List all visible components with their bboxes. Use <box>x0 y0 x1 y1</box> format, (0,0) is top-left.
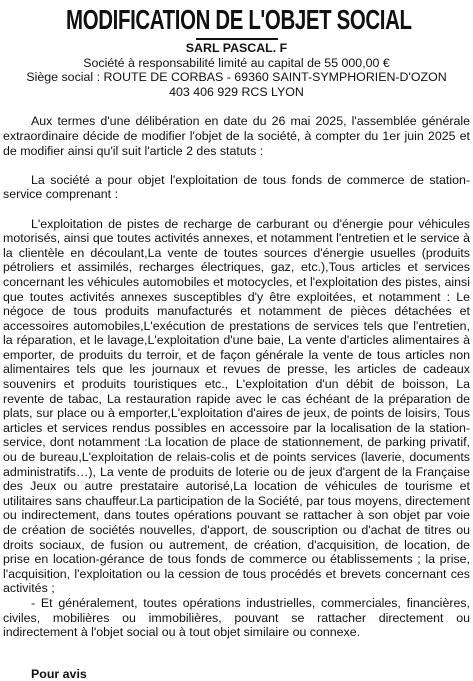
registered-office: Siège social : ROUTE DE CORBAS - 69360 SAINT-SYMPHORIEN-D'OZON <box>26 70 447 85</box>
company-name: SARL PASCAL. F <box>185 41 288 55</box>
general-clause-paragraph: - Et généralement, toutes opérations industrielles, commerciales, financières, civiles, mobilières ou immobilières, pouvant se rattacher directement ou indirectement à l'objet social ou à tout objet similaire ou connexe. <box>3 595 470 640</box>
resolution-paragraph: Aux termes d'une délibération en date du 26 mai 2025, l'assemblée générale extraordinaire décide de modifier l'objet de la société, à compter du 1er juin 2025 et de modifier ainsi qu'il suit l'article 2 des statuts : <box>3 114 470 158</box>
activities-paragraph: L'exploitation de pistes de recharge de carburant ou d'énergie pour véhicules motorisés, ainsi que toutes activités annexes, et notamment l'entretien et le service à la clientèle en découlant,La vente de toutes sources d'énergie usuelles (produits pétroliers et assimilés, recharges électriques, gaz, etc.),Tous articles et services concernant les véhicules automobiles et motocycles, et l'exploitation des pistes, ainsi que toutes activités annexes susceptibles d'y être exploitées, et notamment : Le négoce de tous produits manufacturés et notamment de pièces détachées et accessoires automobiles,L'exécution de prestations de services tels que l'entretien, la réparation, et le lavage,L'exploitation d'une baie, La vente d'articles alimentaires à emporter, de produits du terroir, et de façon générale la vente de tous articles non alimentaires tels que les journaux et revues de presse, les articles de cadeaux souvenirs et produits touristiques etc., L'exploitation d'un débit de boisson, La revente de tabac, La restauration rapide avec le cas échéant de la préparation de plats, sur place ou à emporter,L'exploitation d'aires de jeux, de points de loisirs, Tous articles et services rendus possibles en accessoire par la localisation de la station-service, dont notamment :La location de place de stationnement, de parking privatif, ou de bureau,L'exploitation de relais-colis et de points services (laverie, documents administratifs…), La vente de produits de loterie ou de jeux d'argent de la Française des Jeux ou autre prestataire autorisé,La location de véhicules de tourisme et utilitaires sans chauffeur.La participation de la Société, par tous moyens, directement ou indirectement, dans toutes opérations pouvant se rattacher à son objet par voie de création de sociétés nouvelles, d'apport, de souscription ou d'achat de titres ou droits sociaux, de fusion ou autrement, de création, d'acquisition, de location, de prise en location-gérance de tous fonds de commerce ou établissements ; la prise, l'acquisition, l'exploitation ou la cession de tous procédés et brevets concernant ces activités ; <box>3 216 470 596</box>
notice-title: MODIFICATION DE L'OBJET SOCIAL <box>66 4 412 35</box>
company-header <box>3 41 470 99</box>
company-legal-form: Société à responsabilité limité au capital de 55 000,00 € <box>83 55 390 70</box>
signoff: Pour avis <box>31 666 87 681</box>
title-divider <box>196 38 278 40</box>
rcs-registration: 403 406 929 RCS LYON <box>169 84 304 99</box>
object-intro-paragraph: La société a pour objet l'exploitation de tous fonds de commerce de station-service comprenant : <box>3 172 470 202</box>
notice-body <box>3 114 470 639</box>
